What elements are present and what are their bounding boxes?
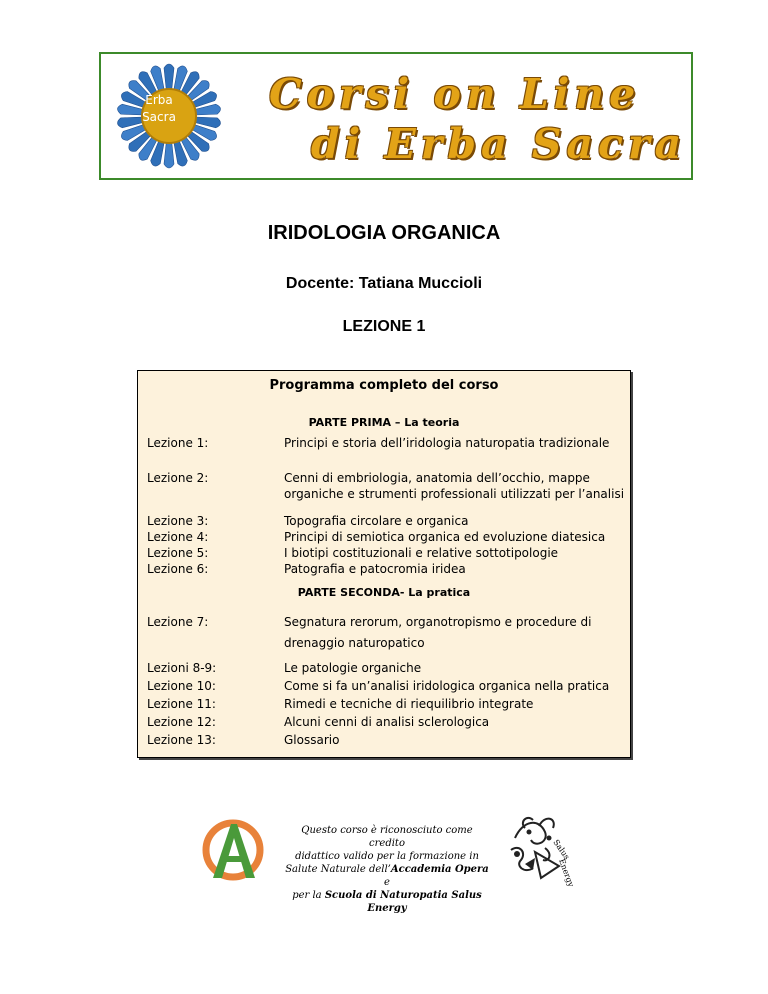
lesson-label: Lezione 1:: [147, 436, 209, 450]
lesson-topic: Cenni di embriologia, anatomia dell’occhio, mappe organiche e strumenti professionali utilizzati per l’analisi: [284, 471, 625, 501]
course-title: IRIDOLOGIA ORGANICA: [267, 222, 501, 244]
teacher-name: Docente: Tatiana Muccioli: [285, 275, 483, 292]
header-banner: [99, 52, 693, 180]
lesson-label: Lezione 7:: [147, 615, 209, 629]
lesson-labels: Lezione 3: Lezione 4: Lezione 5: Lezione 6:: [147, 514, 209, 576]
lesson-labels: Lezioni 8-9: Lezione 10: Lezione 11: Lezione 12: Lezione 13:: [147, 661, 217, 747]
salus-energy-logo: [505, 808, 577, 890]
banner-title-line-1: Corsi on Line: [269, 70, 641, 118]
svg-text:Energy: Energy: [557, 857, 576, 889]
part-two-heading: PARTE SECONDA- La pratica: [297, 586, 471, 599]
lesson-topics: Le patologie organiche Come si fa un’analisi iridologica organica nella pratica Rimedi e tecniche di riequilibrio integrate Alcuni cenni di analisi sclerologica Glossario: [284, 661, 610, 747]
logo-text: Erba Sacra: [142, 93, 176, 124]
banner-title-line-2: di Erba Sacra: [311, 120, 687, 168]
lesson-topic: Segnatura rerorum, organotropismo e procedure di drenaggio naturopatico: [284, 615, 592, 650]
credit-notice: Questo corso è riconosciuto come credito didattico valido per la formazione in Salute Naturale dell’Accademia Opera e per la Scuola di Naturopatia Salus Energy: [285, 825, 489, 914]
accademia-opera-logo: [199, 816, 267, 882]
lesson-number: LEZIONE 1: [342, 318, 426, 335]
program-heading: Programma completo del corso: [269, 378, 499, 393]
lesson-label: Lezione 2:: [147, 471, 209, 485]
lesson-topics: Topografia circolare e organica Principi di semiotica organica ed evoluzione diatesica I biotipi costituzionali e relative sottotipologie Patografia e patocromia iridea: [284, 514, 606, 576]
part-one-heading: PARTE PRIMA – La teoria: [308, 416, 460, 429]
program-box: [137, 370, 631, 758]
lesson-topic: Principi e storia dell’iridologia naturopatia tradizionale: [284, 436, 610, 450]
svg-text:Salus: Salus: [551, 837, 572, 862]
